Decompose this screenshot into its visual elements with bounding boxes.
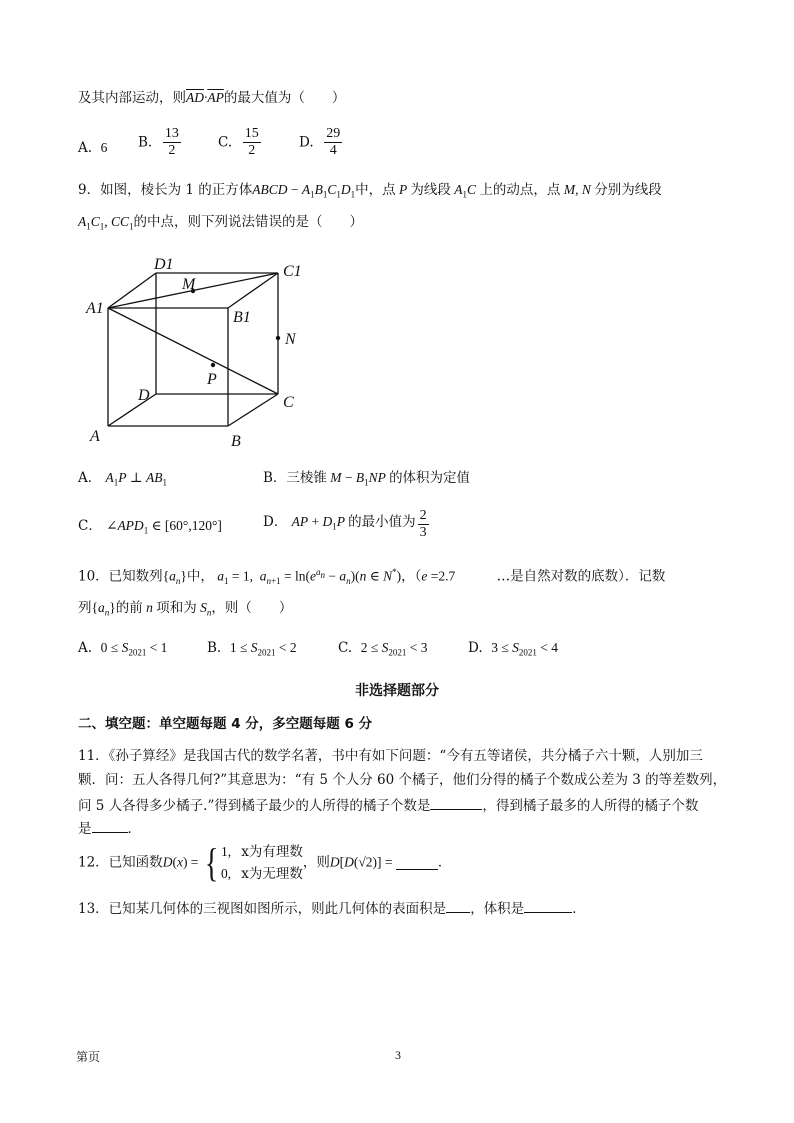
q11-answer-blank-1[interactable]: [430, 795, 482, 810]
footer-left: 第页: [76, 1050, 101, 1064]
q11-line-1: 11．《孙子算经》是我国古代的数学名著，书中有如下问题：“今有五等诸侯，共分橘子六十颗，人别加三: [78, 748, 703, 764]
diagonal-a1-c: [108, 308, 278, 394]
q8-stem-line: [78, 88, 345, 108]
q10-stem-line-2: 列$\{a_n\}$的前 n 项和为 $S_n$，则（ ）: [78, 600, 293, 618]
q8-text-after: 的最大值为（ ）: [223, 90, 346, 106]
q11-answer-blank-2[interactable]: [92, 818, 128, 833]
q9-stem-line-1: 9．如图，棱长为 1 的正方体ABCD − $A_1B_1C_1D_1$中，点 P 为线段 $A_1C$ 上的动点，点 M, N 分别为线段: [78, 182, 662, 200]
q8-option-b: B. $\frac{13}{2}$: [138, 126, 179, 158]
q11-line-2: 颗．问：五人各得几何?”其意思为：“有 5 个人分 60 个橘子，他们分得的橘子个数成公差为 3 的等差数列，: [78, 772, 727, 788]
label-b: B: [231, 433, 241, 450]
q10-option-a: A. $0 \le S_{2021} < 1$: [78, 640, 168, 658]
q8-option-a: A. 6: [78, 140, 108, 156]
point-n: [276, 336, 280, 340]
section-title: 非选择题部分: [355, 683, 439, 699]
q8-option-d: D. $\frac{29}{4}$: [299, 126, 341, 158]
q8-option-c: C. $\frac{15}{2}$: [218, 126, 259, 158]
point-p: [211, 363, 215, 367]
q10-option-b: B. $1 \le S_{2021} < 2$: [207, 640, 297, 658]
q8-vector-expression: $\overline{AD}\cdot\overline{AP}$: [186, 90, 224, 105]
q9-option-d: D． AP + $D_1P$ 的最小值为 $\frac{2}{3}$: [263, 508, 427, 540]
label-c: C: [283, 394, 294, 411]
page-number: 3: [395, 1048, 401, 1062]
label-d1: D1: [154, 256, 174, 273]
label-b1: B1: [233, 309, 251, 326]
label-c1: C1: [283, 263, 302, 280]
label-a1: A1: [86, 300, 104, 317]
q9-option-c: C． $\angle APD_1$ ∈ [60°,120°]: [78, 518, 222, 536]
label-m: M: [182, 276, 196, 293]
q12-line: 12．已知函数D(x) = { 1, x为有理数 0, x为无理数 ，则D[D(√2)] = ．: [78, 839, 452, 885]
q9-stem-line-2: $A_1C_1$, $CC_1$的中点，则下列说法错误的是（ ）: [78, 214, 364, 232]
q13-answer-blank-1[interactable]: [446, 898, 470, 913]
q11-line-4: 是 ．: [78, 818, 141, 839]
piecewise-brace: {: [204, 839, 219, 885]
label-a: A: [90, 428, 100, 445]
q8-text: 及其内部运动，则: [78, 90, 186, 106]
q9-option-a: A． $A_1P$ ⊥ $AB_1$: [78, 470, 167, 488]
q10-stem-line-1: 10．已知数列$\{a_n\}$中， $a_1 = 1$, $a_{n+1} = \ln(e^{a_n} - a_n)(n$ ∈ N*)，（e =2.7 …是自然对数的底数）．记数: [78, 567, 666, 587]
label-d: D: [138, 387, 150, 404]
section-2-heading: 二、填空题：单空题每题 4 分，多空题每题 6 分: [78, 716, 373, 732]
q10-option-c: C. $2 \le S_{2021} < 3$: [338, 640, 428, 658]
q13-line: 13．已知某几何体的三视图如图所示，则此几何体的表面积是 ，体积是 ．: [78, 898, 586, 919]
q11-line-3: 问 5 人各得多少橘子.”得到橘子最少的人所得的橘子个数是 ，得到橘子最多的人所得的橘子个数: [78, 795, 698, 816]
edge-b-c: [228, 394, 278, 426]
label-n: N: [285, 331, 296, 348]
q10-option-d: D. $3 \le S_{2021} < 4$: [468, 640, 559, 658]
piecewise-cases: 1, x为有理数 0, x为无理数: [221, 843, 303, 882]
cube-figure: [80, 250, 320, 450]
label-p: P: [207, 371, 217, 388]
q13-answer-blank-2[interactable]: [524, 898, 572, 913]
q12-answer-blank[interactable]: [396, 855, 438, 870]
q9-option-b: B．三棱锥 $M - B_1NP$ 的体积为定值: [263, 470, 471, 488]
